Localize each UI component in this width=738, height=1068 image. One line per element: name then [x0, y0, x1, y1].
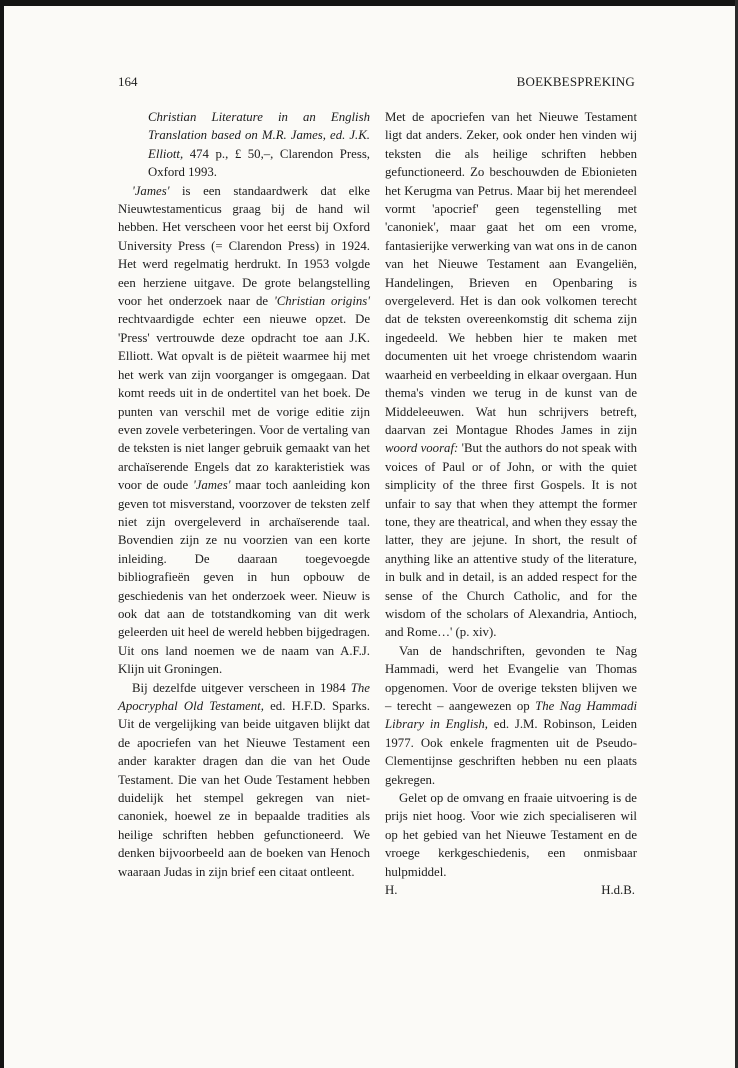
right-column — [385, 108, 637, 899]
right-paragraph-1 — [385, 108, 637, 642]
left-paragraph-1 — [118, 182, 370, 679]
scan-border-top — [0, 0, 738, 6]
page-number: 164 — [118, 74, 138, 89]
running-head: BOEKBESPREKING — [516, 74, 635, 89]
paragraph-text: maar toch aanleiding kon geven tot misverstand, voorzover de teksten zelf niet zijn overgeleverd in archaïserende taal. Bovendien zijn ze nu voorzien van een korte inleiding. De daaraan toegevoegde bibliografieën geven in hun opbouw de geschiedenis van het onderzoek weer. Nieuw is ook dat aan de totstandkoming van dit werk geleerden uit heel de wereld hebben bijgedragen. Uit ons land noemen we de naam van A.F.J. Klijn uit Groningen. — [118, 478, 370, 677]
scan-border-left — [0, 0, 4, 1068]
left-column — [118, 108, 370, 881]
paragraph-text: ed. H.F.D. Sparks. Uit de vergelijking van beide uitgaven blijkt dat de apocriefen van het Nieuwe Testament een ander karakter dragen dan die van het Oude Testament. Die van het Oude Testament hebben duidelijk het stempel gekregen van niet-canoniek, hoewel ze in bepaalde tradities als heilige schriften hebben gefunctioneerd. We denken bijvoorbeeld aan de boeken van Henoch waaraan Judas in zijn brief een citaat ontleent. — [118, 699, 370, 879]
italic-text: woord vooraf: — [385, 441, 459, 456]
italic-text: 'Christian origins' — [274, 294, 370, 309]
paragraph-text: rechtvaardigde echter een nieuwe opzet. De 'Press' vertrouwde deze opdracht toe aan J.K. Elliott. Wat opvalt is de piëteit waarmee hij met het werk van zijn voorganger is omgegaan. Dat komt reeds uit in de ondertitel van het boek. De punten van verschil met de vorige editie zijn even zovele verbeteringen. Voor de vertaling van de teksten is niet langer gebruik gemaakt van het archaïserende Engels dat zo karakteristiek was voor de oude — [118, 312, 370, 493]
italic-text: The Nag Hammadi Library in English, — [385, 699, 638, 732]
italic-text: The Apocryphal Old Testament, — [118, 680, 370, 713]
paragraph-text: Bij dezelfde uitgever verscheen in 1984 — [132, 680, 351, 695]
right-paragraph-3: Gelet op de omvang en fraaie uitvoering is de prijs niet hoog. Voor wie zich specialiseren wil op het gebied van het Nieuwe Testament en de vroege kerkgeschiedenis, een onmisbaar hulpmiddel. — [385, 791, 637, 879]
paragraph-text: is een standaardwerk dat elke Nieuwtestamenticus graag bij de hand wil hebben. Het verscheen voor het eerst bij Oxford University Press (= Clarendon Press) in 1924. Het werd regelmatig herdrukt. In 1953 volgde een herziene uitgave. De grote belangstelling voor het onderzoek naar de — [118, 183, 370, 309]
left-paragraph-2 — [118, 679, 370, 881]
citation-title: Christian Literature in an English Translation based on M.R. James, ed. J.K. Elliott, — [148, 110, 370, 161]
paragraph-text: Met de apocriefen van het Nieuwe Testament ligt dat anders. Zeker, ook onder hen vinden wij teksten die als heilige schriften hebben gefunctioneerd. Zo beschouwden de Ebionieten het Kerugma van Petrus. Maar bij het merendeel vormt 'apocrief' geen tegenstelling met 'canoniek', maar gaat het om een vrome, fantasierijke verwerking van wat ons in de canon van het Nieuwe Testament aan Evangeliën, Handelingen, Brieven en Openbaring is overgeleverd. Het is dan ook volkomen terecht dat de teksten overeenkomstig dit schema zijn ingedeeld. We hebben hier te maken met documenten uit het vroege christendom waarin waarheid en verbeelding in elkaar overgaan. Hun thema's vinden we terug in de kunst van de Middeleeuwen. Wat hun schrijvers betreft, daarvan zei Montague Rhodes James in zijn — [385, 110, 637, 437]
paragraph-text: Van de handschriften, gevonden te Nag Hammadi, werd het Evangelie van Thomas opgenomen. Voor de overige teksten blijven we – terecht – aangewezen op — [385, 643, 637, 713]
book-citation — [118, 108, 370, 182]
italic-text: 'James' — [132, 183, 170, 198]
citation-details: 474 p., £ 50,–, Clarendon Press, Oxford 1993. — [148, 146, 370, 180]
right-paragraph-2 — [385, 642, 637, 789]
signoff-initial: H. — [385, 883, 398, 898]
paragraph-text: ed. J.M. Robinson, Leiden 1977. Ook enkele fragmenten uit de Pseudo-Clementijnse geschriften hebben nu een plaats gekregen. — [385, 717, 637, 787]
italic-text: 'James' — [192, 478, 231, 493]
paragraph-text: 'But the authors do not speak with voices of Paul or of John, or with the quiet simplicity of the three first Gospels. It is not unfair to say that when they attempt the former tone, they are theatrical, and when they essay the latter, they are jejune. In short, the result of anything like an attentive study of the literature, in bulk and in detail, is an added respect for the sense of the Church Catholic, and for the wisdom of the scholars of Alexandria, Antioch, and Rome…' (p. xiv). — [385, 441, 637, 640]
signoff — [385, 881, 637, 899]
reviewer-initials: H.d.B. — [601, 883, 635, 898]
